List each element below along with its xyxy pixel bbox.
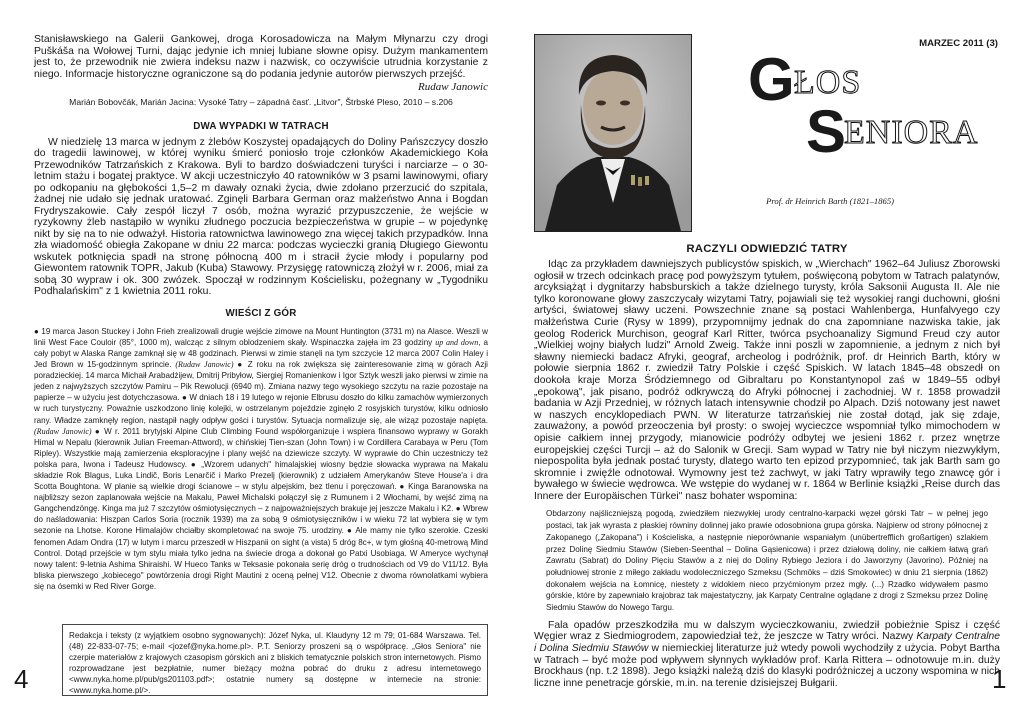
page-number-right: 1 xyxy=(992,664,1007,694)
intro-text: Stanisławskiego na Galerii Gankowej, droga Korosadowicza na Małym Młynarzu czy drogi Puškáša na Wołowej Turni, dając jedynie ich mniej lubiane słowne opisy. Dużym mankamentem jest to, że przewodnik nie zwiera indeksu nazw i nazwisk, co oczywiście utrudnia korzystanie z niego. Informacje historyczne ograniczone są do podania jedynie autorów pierwszych przejść. xyxy=(34,34,488,80)
book-citation: Marián Bobovčák, Marián Jacina: Vysoké Tatry – západná časť. „Litvor", Štrbské Pleso, 2010 – s.206 xyxy=(69,96,453,107)
news-item-pamir: Z roku na rok zwiększa się zainteresowanie zimą w górach Azji poradzieckiej. 14 marca Michaił Arabadżijew, Dmitrij Pribyłow, Siergiej Romanienkow i Igor Sztyk weszli jako pierwsi w zimie na jeden z najwyższych szczytów Pamiru – Pik Rewolucji (6940 m). Zmiana nazwy tego wysokiego szczytu na razie pozostaje na papierze – w użyciu jest dotychczasowa. xyxy=(34,360,488,403)
masthead-initial-g: G xyxy=(748,46,795,113)
article-body-2 xyxy=(534,620,1000,690)
news-item-baranowska: Kinga Baranowska na najbliższy sezon zaplanowała wejście na Makalu, Paweł Michalski połączył się z Rumunem i 2 Włochami, by wejść zimą na Gangchendzöngę. Kinga ma już 7 szczytów ośmiotysięcznych – z najpoważniejszych brakuje jej jeszcze Makalu i K2. xyxy=(34,482,488,514)
news-author-1: (Rudaw Janowic) xyxy=(175,360,234,370)
news-item-alpine-club: W r. 2011 brytyjski Alpine Club Climbing Found współorganizuje i wspiera finansowo wyprawy w Gorakh Himal w Nepalu (kierownik Julian Freeman-Attword), w chińskiej Tien-szan (John Town) i w Cordillera Carabaya w Peru (Tom Ripley). Wszystkie mają zamierzenia eksploracyjne i plany wejść na dziewicze szczyty. W wyprawie do Chin uczestniczy też polska para, Iwona i Tadeusz Hudowscy. xyxy=(34,426,488,469)
accidents-text: W niedzielę 13 marca w jednym z żlebów Koszystej opadających do Doliny Pańszczycy doszło do tragedii lawinowej, w której wyniku śmierć poniosło troje członków Akademickiego Koła Przewodników Tatrzańskich z Krakowa. Byli to bardzo doświadczeni turyści i narciarze – o 30-letnim stażu i bogatej praktyce. W akcji uczestniczyło 40 ratowników w 3 psami lawinowymi, ofiary po odkopaniu na głębokości 1,5–2 m dawały oznaki życia, dwie zdołano przerzucić do szpitala, żadnej nie udało się jednak uratować. Zginęli Barbara German oraz małżeństwo Anna i Bogdan Frydryszakowie. Cały zespół liczył 7 osób, można wyrazić przypuszczenie, że wejście w ryzykowny żleb nastąpiło w wyniku złudnego poczucia bezpieczeństwa w grupie – w pojedynkę nikt by się na to nie odważył. Historia ratownictwa lawinowego zna więcej takich przypadków. Inna zła wiadomość obiegła Zakopane w dniu 22 marca: podczas wycieczki granią Długiego Giewontu wskutek potknięcia spadł na stronę północną 400 m i stracił życie młody i popularny pod Giewontem ratownik TOPR, Jakub (Kuba) Stawowy. Przysięgę ratowniczą złożył w r. 2006, miał za sobą 30 wypraw i ok. 300 zwózek. Spoczął w rodzinnym Kościelisku, pożegnany w „Tygodniku Podhalańskim" z 1 kwietnia 2011 roku. xyxy=(34,136,488,298)
news-item-elbrus: W dniach 18 i 19 lutego w rejonie Elbrusu doszło do kilku zamachów wymierzonych w ruch turystyczny. Poważnie uszkodzono linię kolejki, w ostrzelanym pojeździe zginęło 2 rosyjskich turystów, kilku odniosło rany. Władze zamknęły region, nastąpił nagły odpływ gości i turystów. Sytuacja normalizuje się, ale wiząz pozostaje napięta. xyxy=(34,393,488,425)
masthead-word-seniora: ENIORA xyxy=(844,114,979,151)
news-item-italic: up and down xyxy=(435,337,479,347)
left-column xyxy=(34,34,488,592)
photo-caption: Prof. dr Heinrich Barth (1821–1865) xyxy=(766,196,894,206)
masthead xyxy=(748,46,1018,170)
news-author-2: (Rudaw Janowic) xyxy=(34,426,92,436)
article-body-2-italic: Karpaty Centralne i Dolina Siedmiu Stawów xyxy=(534,631,1001,654)
news-item-huntington-cont: , a cały pobyt w Alaska Range zamknął się w 48 godzinach. Pierwsi w zimie stanęli na tym szczycie 12 marca 2007 Colin Haley i Jed Brown w 15-godzinnym sprincie. xyxy=(34,337,488,370)
page-number-left: 4 xyxy=(14,664,29,694)
barth-quote: Obdarzony najśliczniejszą pogodą, zwiedziłem niezwykłej urody centralno-karpacki węzeł górski Tatr – w pełnej jego postaci, tak jak wyrasta z płaskiej równiny dolinnej jako prawie odosobniona grupa górska. Najpierw od strony północnej z Zakopanego („Zakopana") i Kościeliska, a następnie nieporównanie wspaniałym (unübertrefflich großartigen) szlakiem przez Dolinę Siedmiu Stawów (Sieben-Seenthal – Dolina Gąsienicowa) i przez działową doliny, nie całkiem łatwą grań Zawratu (Sabrat) do Doliny Pięciu Stawów a z niej do Doliny Rybiego Jeziora i do Jaworzyny (Javorino). Później na południowej stronie z miłego zakładu wodoleczniczego Szmeksu (Schmöks – dziś Smokowiec) w dniu 21 sierpnia (1862) dokonałem wejścia na Łomnicę, niestety z widokiem nieco przyćmionym przez mgły. (...) Rzadko widywałem pasmo górskie, które by zapewniało krajobraz tak majestatyczny, jak Karpaty Centralne oglądane z drogi z Szmeksu przez Dolinę Siedmiu Stawów do Nowego Targu. xyxy=(546,509,988,613)
article-body-2b: w niemieckiej literaturze już wtedy powoli wychodziły z użycia. Pobyt Bartha w Tatrach – być może pod wpływem słynnych wykładów prof. Karla Rittera – odnotowuje m.in. duży Brockhaus (np. t.2 1898). Jego książki należą dziś do klasyki podróżniczej a uczony wspomina w nich liczne inne penetracje górskie, m.in. na terenie dzisiejszej Bułgarii. xyxy=(534,642,1000,689)
article-heading: RACZYLI ODWIEDZIĆ TATRY xyxy=(686,243,848,255)
news-item-ondra: Ale mamy nie tylko szerokie. Czeski fenomen Adam Ondra (17) w lutym i marcu przeszedł w Hiszpanii on sight (a vista) 5 dróg 8c+, w tym głośną 40-metrową Mind Control. Dotąd przejście w tym stylu miała tylko jedna na świecie droga a dokonał go Patxi Usobiaga. W Ameryce wychynął nowy talent: 9-letnia Ashima Shiraishi. W Hueco Tanks w Teksasie pokonała serię dróg o trudnościach od V9 do V11/12. Była bliska pierwszego „kobiecego" powtórzenia drogi Right Mautini z oceną pełnej V12. Obecnie z dwoma równolatkami wybiera się na ósemki w Red River Gorge. xyxy=(34,526,489,591)
accidents-heading: DWA WYPADKI W TATRACH xyxy=(193,120,329,132)
article-body-1: Idąc za przykładem dawniejszych publicystów spiskich, w „Wierchach" 1962–64 Juliusz Zborowski ogłosił w trzech odcinkach pracę pod powyższym tytułem, poświęconą pobytom w Tatrach palatynów, arcyksiążąt i dygnitarzy habsburskich a także dzielnego turysty, króla Saksonii Augusta II. Ale nie tylko koronowane głowy zaszczycały wizytami Tatry, pojawiali się też wysokiej rangi duchowni, głośni artyści, światowej sławy uczeni. Powszechnie znane są postaci Wahlenberga, Hunfalvyego czy małżeństwa Curie (Rysy w 1899), przypomnijmy jednak do cna zapomniane nazwiska takie, jak geolog Roderick Murchison, geograf Karl Ritter, twórca psychoanalizy Sigmund Freud czy autor „Wielkiej wojny białych ludzi" Arnold Zweig. Także inni poszli w zapomnienie, a jednym z nich był sławny niemiecki badacz Afryki, geograf, archeolog i podróżnik, prof. dr Heinrich Barth, który w połowie sierpnia 1862 r. zwiedził Tatry Polskie i część Spiskich. W latach 1845–48 obszedł on dookoła kraje Morza Śródziemnego od Gibraltaru po Konstantynopol zaś w 1849–55 odbył „epokową", jak pisano, podróż odkrywczą do Afryki północnej i zachodniej. W r. 1858 prowadził badania w Azji Przedniej, w różnych latach intensywnie chodził po Alpach. Dziś notowany jest nawet w naszych encyklopediach PWN. W literaturze tatrzańskiej nie został dotąd, jak się zdaje, zauważony, a powód przeoczenia był prosty: o swojej wycieczce wspomniał tylko mimochodem w opisie całkiem innej przygody, mianowicie podróży odbytej we jesieni 1862 r. przez wnętrze europejskiej części Turcji – aż do Salonik w Grecji. Sam wypad w Tatry nie był niczym niezwykłym, niepospolita była jednak postać turysty, dlatego warto ten epizod przypomnieć, tak jak Barth sam go skromnie i zwięźle odnotował. Wymowny jest też zachwyt, w jaki Tatry wprawiły tego znawcę gór i bywałego w świecie wędrowca. We wstępie do wydanej w r. 1864 w Berlinie książki „Reise durch das Innere der Europäischen Türkei" nasz bohater wspomina: xyxy=(534,259,1000,502)
news-item-makalu: „Wzorem udanych" himalajskiej wiosny będzie słowacka wyprawa na Makalu składzie Rok Blagus, Luka Lindič, Boris Lenarčič i Marko Prezelj (kierownik) z udziałem Amerykanów Steve House'a i dra Scotta Boughtona. W planie są wielkie drogi ścianowe – w stylu alpejskim, bez tlenu i poręczowań. xyxy=(34,459,488,492)
article-body-2a: Fala opadów przeszkodziła mu w dalszym wycieczkowaniu, zwiedził pobieżnie Spisz i część Węgier wraz z Siedmiogrodem, zapowiedział też, że jeszcze w Tatry wróci. Nazwy xyxy=(534,619,1000,643)
masthead-initial-s: S xyxy=(806,98,847,165)
imprint-box xyxy=(62,624,488,696)
masthead-word-glos: ŁOS xyxy=(794,64,862,101)
intro-author: Rudaw Janowic xyxy=(418,81,488,94)
issue-label: MARZEC 2011 (3) xyxy=(919,38,998,49)
news-text: ● 19 marca Jason Stuckey i John Frieh zrealizowali drugie wejście zimowe na Mount Huntington (3731 m) na Alasce. Weszli w linii West Face Couloir (85°, 1000 m), walcząc z silnym oblodzeniem skały. Wspinaczka zajęła im 23 godziny up and down, a cały pobyt w Alaska Range zamknął się w 48 godzinach. Pierwsi w zimie stanęli na tym szczycie 12 marca 2007 Colin Haley i Jed Brown w 15-godzinnym sprincie. (Rudaw Janowic) ● Z roku na rok zwiększa się zainteresowanie zimą w górach Azji poradzieckiej. 14 marca Michaił Arabadżijew, Dmitrij Pribyłow, Siergiej Romanienkow i Igor Sztyk weszli jako pierwsi w zimie na jeden z najwyższych szczytów Pamiru – Pik Rewolucji (6940 m). Zmiana nazwy tego wysokiego szczytu na razie pozostaje na papierze – w użyciu jest dotychczasowa. ● W dniach 18 i 19 lutego w rejonie Elbrusu doszło do kilku zamachów wymierzonych w ruch turystyczny. Poważnie uszkodzono linię kolejki, w ostrzelanym pojeździe zginęło 2 rosyjskich turystów, kilku odniosło rany. Władze zamknęły region, nastąpił nagły odpływ gości i turystów. Sytuacja normalizuje się, ale wiząz pozostaje napięta. (Rudaw Janowic) ● W r. 2011 brytyjski Alpine Club Climbing Found współorganizuje i wspiera finansowo wyprawy w Gorakh Himal w Nepalu (kierownik Julian Freeman-Attword), w chińskiej Tien-szan (John Town) i w Cordillera Carabaya w Peru (Tom Ripley). Wszystkie mają zamierzenia eksploracyjne i plany wejść na dziewicze szczyty. W wyprawie do Chin uczestniczy też polska para, Iwona i Tadeusz Hudowscy. ● „Wzorem udanych" himalajskiej wiosny będzie słowacka wyprawa na Makalu składzie Rok Blagus, Luka Lindič, Boris Lenarčič i Marko Prezelj (kierownik) z udziałem Amerykanów Steve House'a i dra Scotta Boughtona. W planie są wielkie drogi ścianowe – w stylu alpejskim, bez tlenu i poręczowań. ● Kinga Baranowska na najbliższy sezon zaplanowała wejście na Makalu, Paweł Michalski połączył się z Rumunem i 2 Włochami, by wejść zimą na Gangchendzöngę. Kinga ma już 7 szczytów ośmiotysięcznych – z najpoważniejszych brakuje jej jeszcze Makalu i K2. ● Wbrew do naśladowania: Hiszpan Carlos Soria (rocznik 1939) ma za sobą 9 ośmiotysięczników i w wieku 72 lat wybiera się w tym sezonie na Lhotse. Korone Himalajów chciałby skompletować na swoje 75. urodziny. ● Ale mamy nie tylko szerokie. Czeski fenomen Adam Ondra (17) w lutym i marcu przeszedł w Hiszpanii on sight (a vista) 5 dróg 8c+, w tym głośną 40-metrową Mind Control. Dotąd przejście w tym stylu miała tylko jedna na świecie droga a dokonał go Patxi Usobiaga. W Ameryce wychynął nowy talent: 9-letnia Ashima Shiraishi. W Hueco Tanks w Teksasie pokonała serię dróg o trudnościach od V9 do V11/12. Była bliska pierwszego „kobiecego" powtórzenia drogi Right Mautini z oceną pełnej V12. Obecnie z dwoma równolatkami wybiera się na ósemki w Red River Gorge. xyxy=(34,326,489,591)
right-page xyxy=(512,0,1024,724)
news-item-huntington: 19 marca Jason Stuckey i John Frieh zrealizowali drugie wejście zimowe na Mount Huntington (3731 m) na Alasce. Weszli w linii West Face Couloir (85°, 1000 m), walcząc z silnym oblodzeniem skały. Wspinaczka zajęła im 23 godziny xyxy=(34,326,488,347)
imprint-text: Redakcja i teksty (z wyjątkiem osobno sygnowanych): Józef Nyka, ul. Klaudyny 12 m 79; 01-684 Warszawa. Tel. (48) 22-833-07-75; e-mail <jozef@nyka.home.pl>. P.T. Seniorzy proszeni są o współpracę. „Głos Seniora" nie czerpie materiałów z krajowych czasopism górskich ani z bliskich tematycznie polskich stron internetowych. Pismo rozprowadzane jest bezpłatnie, numer bieżący można pobrać do druku z adresu internetowego <www.nyka.home.pl/pub/gs201103.pdf>; ostatnie numery są dostępne w internecie na stronie: <www.nyka.home.pl/>. xyxy=(69,631,481,695)
right-column xyxy=(534,243,1000,689)
news-item-soria: Wbrew do naśladowania: Hiszpan Carlos Soria (rocznik 1939) ma za sobą 9 ośmiotysięczników i w wieku 72 lat wybiera się w tym sezonie na Lhotse. Korone Himalajów chciałby skompletować na swoje 75. urodziny. xyxy=(34,504,488,536)
news-heading: WIEŚCI Z GÓR xyxy=(225,307,297,319)
